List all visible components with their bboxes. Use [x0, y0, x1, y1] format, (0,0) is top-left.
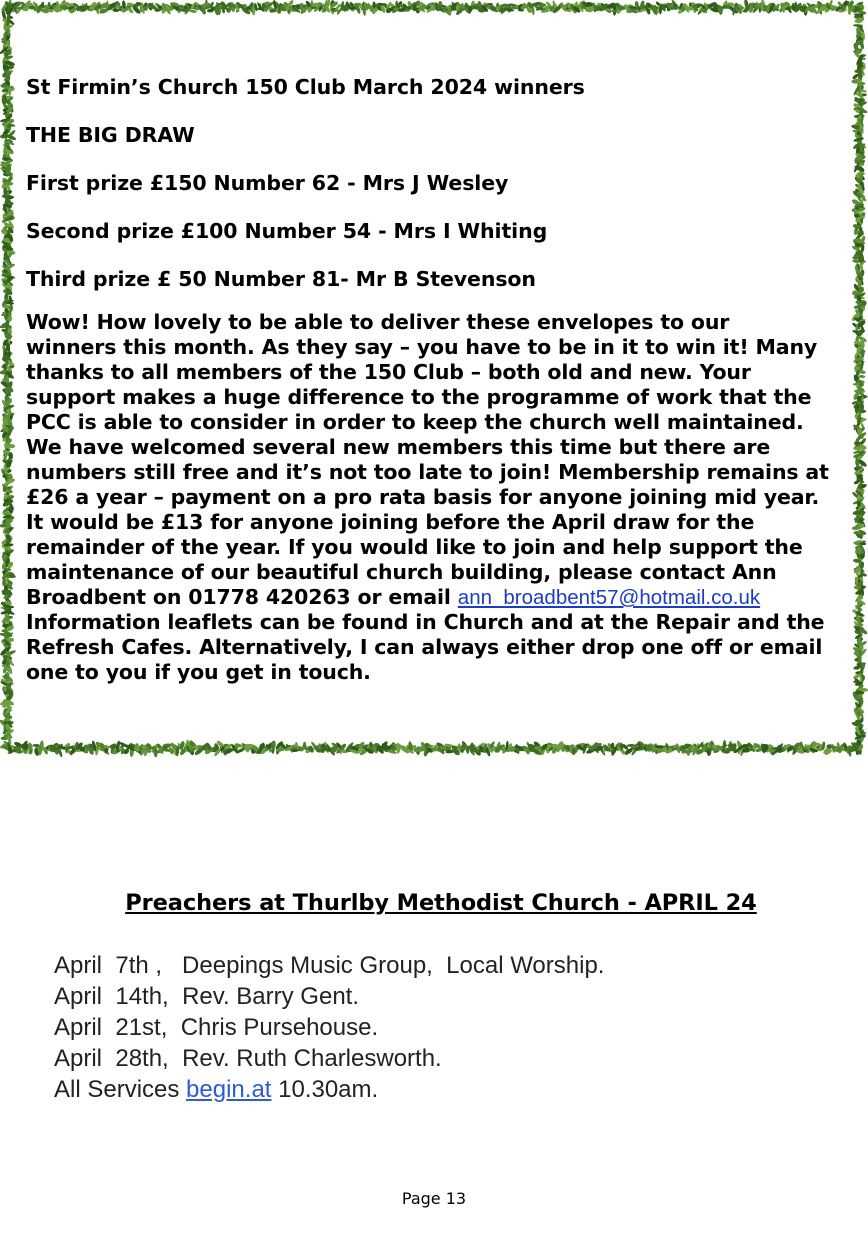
contact-line	[26, 585, 852, 610]
service-item: April 7th , Deepings Music Group, Local Worship.	[54, 952, 605, 979]
body-line: winners this month. As they say – you have to be in it to win it! Many	[26, 335, 818, 359]
third-prize: Third prize £ 50 Number 81- Mr B Stevenson	[26, 267, 536, 291]
second-prize: Second prize £100 Number 54 - Mrs I Whiting	[26, 219, 548, 243]
body-line: It would be £13 for anyone joining before the April draw for the	[26, 510, 755, 534]
preachers-title	[0, 887, 868, 919]
services-footer-suffix: 10.30am.	[271, 1076, 379, 1103]
body-line: maintenance of our beautiful church building, please contact Ann	[26, 560, 777, 584]
club-heading: St Firmin’s Church 150 Club March 2024 winners	[26, 75, 585, 99]
email-link[interactable]: ann_broadbent57@hotmail.co.uk	[457, 586, 761, 609]
body-line: support makes a huge difference to the programme of work that the	[26, 385, 812, 409]
body-line: £26 a year – payment on a pro rata basis for anyone joining mid year.	[26, 485, 820, 509]
body-line: one to you if you get in touch.	[26, 660, 371, 684]
page-number: Page 13	[401, 1189, 467, 1208]
body-line: Refresh Cafes. Alternatively, I can always either drop one off or email	[26, 635, 823, 659]
garland-leaf	[112, 8, 119, 12]
service-item: April 14th, Rev. Barry Gent.	[54, 983, 360, 1010]
preachers-title-text: Preachers at Thurlby Methodist Church - APRIL 24	[125, 890, 757, 916]
garland-leaf	[858, 375, 865, 378]
garland-leaf	[270, 740, 276, 750]
club-body-text	[26, 310, 852, 685]
services-footer	[54, 1074, 604, 1105]
services-footer-prefix: All Services	[54, 1076, 187, 1103]
body-line: numbers still free and it’s not too late to join! Membership remains at	[26, 460, 829, 484]
first-prize: First prize £150 Number 62 - Mrs J Wesley	[26, 171, 509, 195]
body-line: PCC is able to consider in order to keep the church well maintained.	[26, 410, 804, 434]
services-list	[54, 950, 604, 1105]
contact-prefix: Broadbent on 01778 420263 or email	[26, 585, 458, 609]
begin-at-link[interactable]: begin.at	[186, 1076, 272, 1103]
service-item: April 21st, Chris Pursehouse.	[54, 1014, 379, 1041]
body-line: Information leaflets can be found in Church and at the Repair and the	[26, 610, 825, 634]
body-line: remainder of the year. If you would like to join and help support the	[26, 535, 803, 559]
body-line: thanks to all members of the 150 Club – both old and new. Your	[26, 360, 751, 384]
service-item: April 28th, Rev. Ruth Charlesworth.	[54, 1045, 442, 1072]
body-line: Wow! How lovely to be able to deliver these envelopes to our	[26, 310, 730, 334]
draw-title: THE BIG DRAW	[26, 123, 195, 147]
body-line: We have welcomed several new members this time but there are	[26, 435, 771, 459]
club-content	[26, 74, 852, 685]
